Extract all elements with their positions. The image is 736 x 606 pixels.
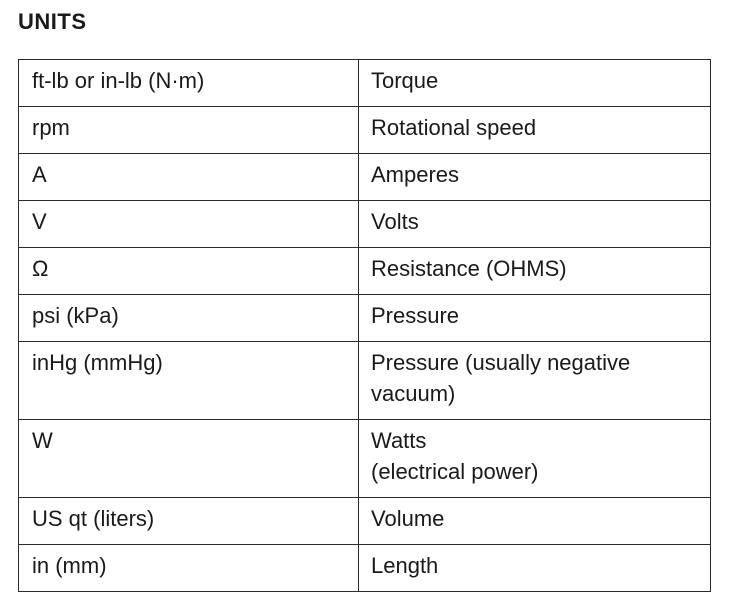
table-row	[19, 248, 711, 295]
unit-cell: inHg (mmHg)	[19, 342, 359, 420]
description-cell: Torque	[359, 60, 711, 107]
description-cell: Length	[359, 545, 711, 592]
units-table	[18, 59, 711, 592]
description-cell: Volts	[359, 201, 711, 248]
description-cell: Amperes	[359, 154, 711, 201]
unit-cell: V	[19, 201, 359, 248]
description-cell: Rotational speed	[359, 107, 711, 154]
page-title: UNITS	[18, 9, 87, 34]
unit-cell: US qt (liters)	[19, 498, 359, 545]
unit-cell: ft-lb or in-lb (N·m)	[19, 60, 359, 107]
table-row	[19, 107, 711, 154]
table-row	[19, 60, 711, 107]
description-cell: Resistance (OHMS)	[359, 248, 711, 295]
table-row	[19, 498, 711, 545]
unit-cell: A	[19, 154, 359, 201]
table-row	[19, 420, 711, 498]
description-cell: Watts (electrical power)	[359, 420, 711, 498]
description-cell: Volume	[359, 498, 711, 545]
unit-cell: W	[19, 420, 359, 498]
description-cell: Pressure (usually negative vacuum)	[359, 342, 711, 420]
unit-cell: Ω	[19, 248, 359, 295]
table-row	[19, 154, 711, 201]
description-cell: Pressure	[359, 295, 711, 342]
table-row	[19, 545, 711, 592]
table-row	[19, 201, 711, 248]
table-row	[19, 342, 711, 420]
unit-cell: psi (kPa)	[19, 295, 359, 342]
unit-cell: in (mm)	[19, 545, 359, 592]
unit-cell: rpm	[19, 107, 359, 154]
table-row	[19, 295, 711, 342]
